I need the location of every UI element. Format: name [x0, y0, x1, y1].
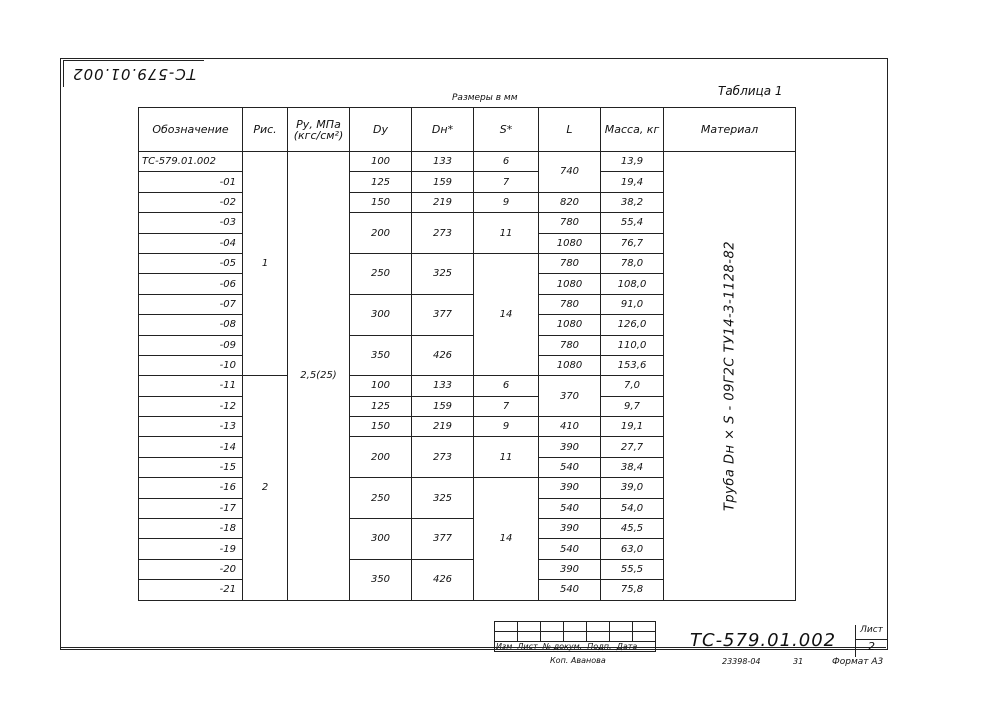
cell-l: 780 [539, 213, 601, 233]
cell-s: 7 [474, 396, 539, 416]
cell-dy: 100 [350, 152, 412, 172]
cell-mass: 110,0 [601, 335, 664, 355]
cell-mass: 63,0 [601, 539, 664, 559]
cell-mass: 13,9 [601, 152, 664, 172]
cell-s: 9 [474, 192, 539, 212]
cell-s: 6 [474, 152, 539, 172]
cell-designation: -14 [139, 437, 243, 457]
cell-mass: 9,7 [601, 396, 664, 416]
cell-l: 540 [539, 457, 601, 477]
cell-l: 780 [539, 253, 601, 273]
cell-designation: -16 [139, 478, 243, 498]
cell-mass: 108,0 [601, 274, 664, 294]
cell-l: 390 [539, 437, 601, 457]
cell-dn: 219 [412, 417, 474, 437]
header-l: L [539, 108, 601, 152]
cell-l: 370 [539, 376, 601, 417]
table-header-row [139, 108, 796, 152]
cell-l: 780 [539, 335, 601, 355]
cell-mass: 19,1 [601, 417, 664, 437]
material-spec-text: Труба Dн × S - 09Г2С ТУ14-3-1128-82 [722, 240, 737, 511]
cell-designation: -08 [139, 315, 243, 335]
cell-dy: 300 [350, 294, 412, 335]
cell-dn: 273 [412, 437, 474, 478]
cell-l: 410 [539, 417, 601, 437]
inventory-page: 31 [793, 657, 804, 666]
header-dn: Dн* [412, 108, 474, 152]
cell-mass: 54,0 [601, 498, 664, 518]
cell-dy: 350 [350, 335, 412, 376]
cell-designation: -17 [139, 498, 243, 518]
cell-s: 11 [474, 437, 539, 478]
cell-dy: 300 [350, 519, 412, 560]
cell-designation: ТС-579.01.002 [139, 152, 243, 172]
cell-designation: -10 [139, 355, 243, 375]
cell-l: 390 [539, 559, 601, 579]
cell-l: 1080 [539, 315, 601, 335]
cell-designation: -11 [139, 376, 243, 396]
cell-designation: -02 [139, 192, 243, 212]
cell-pressure: 2,5(25) [288, 152, 350, 601]
cell-dy: 125 [350, 172, 412, 192]
cell-dn: 159 [412, 396, 474, 416]
header-mass: Масса, кг [601, 108, 664, 152]
rotated-doc-stamp: ТС-579.01.002 [63, 60, 204, 87]
cell-dy: 150 [350, 192, 412, 212]
header-dy: Dу [350, 108, 412, 152]
cell-l: 540 [539, 539, 601, 559]
header-designation: Обозначение [139, 108, 243, 152]
cell-mass: 126,0 [601, 315, 664, 335]
header-py: Ру, МПа (кгс/см²) [288, 108, 350, 152]
cell-dn: 159 [412, 172, 474, 192]
sheet-number: 2 [868, 640, 875, 653]
cell-designation: -07 [139, 294, 243, 314]
units-note: Размеры в мм [452, 93, 518, 103]
cell-fig-2: 2 [243, 376, 288, 600]
sheet-label: Лист [856, 625, 887, 640]
cell-dn: 325 [412, 253, 474, 294]
cell-dn: 426 [412, 335, 474, 376]
cell-designation: -15 [139, 457, 243, 477]
cell-mass: 7,0 [601, 376, 664, 396]
cell-s: 14 [474, 478, 539, 600]
cell-designation: -06 [139, 274, 243, 294]
cell-fig-1: 1 [243, 152, 288, 376]
doc-number: ТС-579.01.002 [690, 630, 837, 651]
cell-s: 11 [474, 213, 539, 254]
cell-mass: 78,0 [601, 253, 664, 273]
cell-s: 9 [474, 417, 539, 437]
sheet-box [855, 625, 887, 657]
cell-mass: 76,7 [601, 233, 664, 253]
cell-l: 540 [539, 498, 601, 518]
table-row [139, 152, 796, 172]
specification-table [138, 107, 796, 601]
cell-mass: 39,0 [601, 478, 664, 498]
cell-l: 1080 [539, 355, 601, 375]
cell-mass: 75,8 [601, 580, 664, 600]
header-material: Материал [664, 108, 796, 152]
cell-mass: 38,2 [601, 192, 664, 212]
cell-dy: 200 [350, 213, 412, 254]
cell-dy: 125 [350, 396, 412, 416]
cell-mass: 55,4 [601, 213, 664, 233]
cell-dn: 426 [412, 559, 474, 600]
cell-dn: 133 [412, 152, 474, 172]
cell-l: 780 [539, 294, 601, 314]
cell-designation: -12 [139, 396, 243, 416]
cell-mass: 45,5 [601, 519, 664, 539]
cell-mass: 27,7 [601, 437, 664, 457]
cell-dn: 377 [412, 294, 474, 335]
cell-l: 390 [539, 519, 601, 539]
cell-dn: 377 [412, 519, 474, 560]
cell-material [664, 152, 796, 601]
cell-designation: -04 [139, 233, 243, 253]
copied-by: Коп. Аванова [550, 656, 606, 665]
cell-designation: -01 [139, 172, 243, 192]
cell-s: 7 [474, 172, 539, 192]
cell-l: 390 [539, 478, 601, 498]
cell-designation: -19 [139, 539, 243, 559]
cell-dy: 250 [350, 478, 412, 519]
cell-dy: 150 [350, 417, 412, 437]
cell-designation: -21 [139, 580, 243, 600]
cell-l: 1080 [539, 233, 601, 253]
inventory-number: 23398-04 [722, 657, 761, 666]
table-label: Таблица 1 [718, 84, 783, 98]
cell-s: 6 [474, 376, 539, 396]
cell-l: 540 [539, 580, 601, 600]
cell-mass: 55,5 [601, 559, 664, 579]
header-s: S* [474, 108, 539, 152]
cell-designation: -13 [139, 417, 243, 437]
cell-mass: 38,4 [601, 457, 664, 477]
paper-format: Формат А3 [832, 657, 884, 667]
cell-dy: 350 [350, 559, 412, 600]
cell-l: 1080 [539, 274, 601, 294]
cell-designation: -05 [139, 253, 243, 273]
cell-dn: 219 [412, 192, 474, 212]
cell-dn: 273 [412, 213, 474, 254]
cell-designation: -20 [139, 559, 243, 579]
cell-mass: 91,0 [601, 294, 664, 314]
cell-designation: -18 [139, 519, 243, 539]
cell-dn: 133 [412, 376, 474, 396]
cell-l: 740 [539, 152, 601, 193]
cell-mass: 19,4 [601, 172, 664, 192]
header-fig: Рис. [243, 108, 288, 152]
cell-dy: 100 [350, 376, 412, 396]
cell-designation: -03 [139, 213, 243, 233]
cell-mass: 153,6 [601, 355, 664, 375]
cell-dy: 200 [350, 437, 412, 478]
cell-designation: -09 [139, 335, 243, 355]
cell-dn: 325 [412, 478, 474, 519]
cell-s: 14 [474, 253, 539, 375]
cell-l: 820 [539, 192, 601, 212]
cell-dy: 250 [350, 253, 412, 294]
